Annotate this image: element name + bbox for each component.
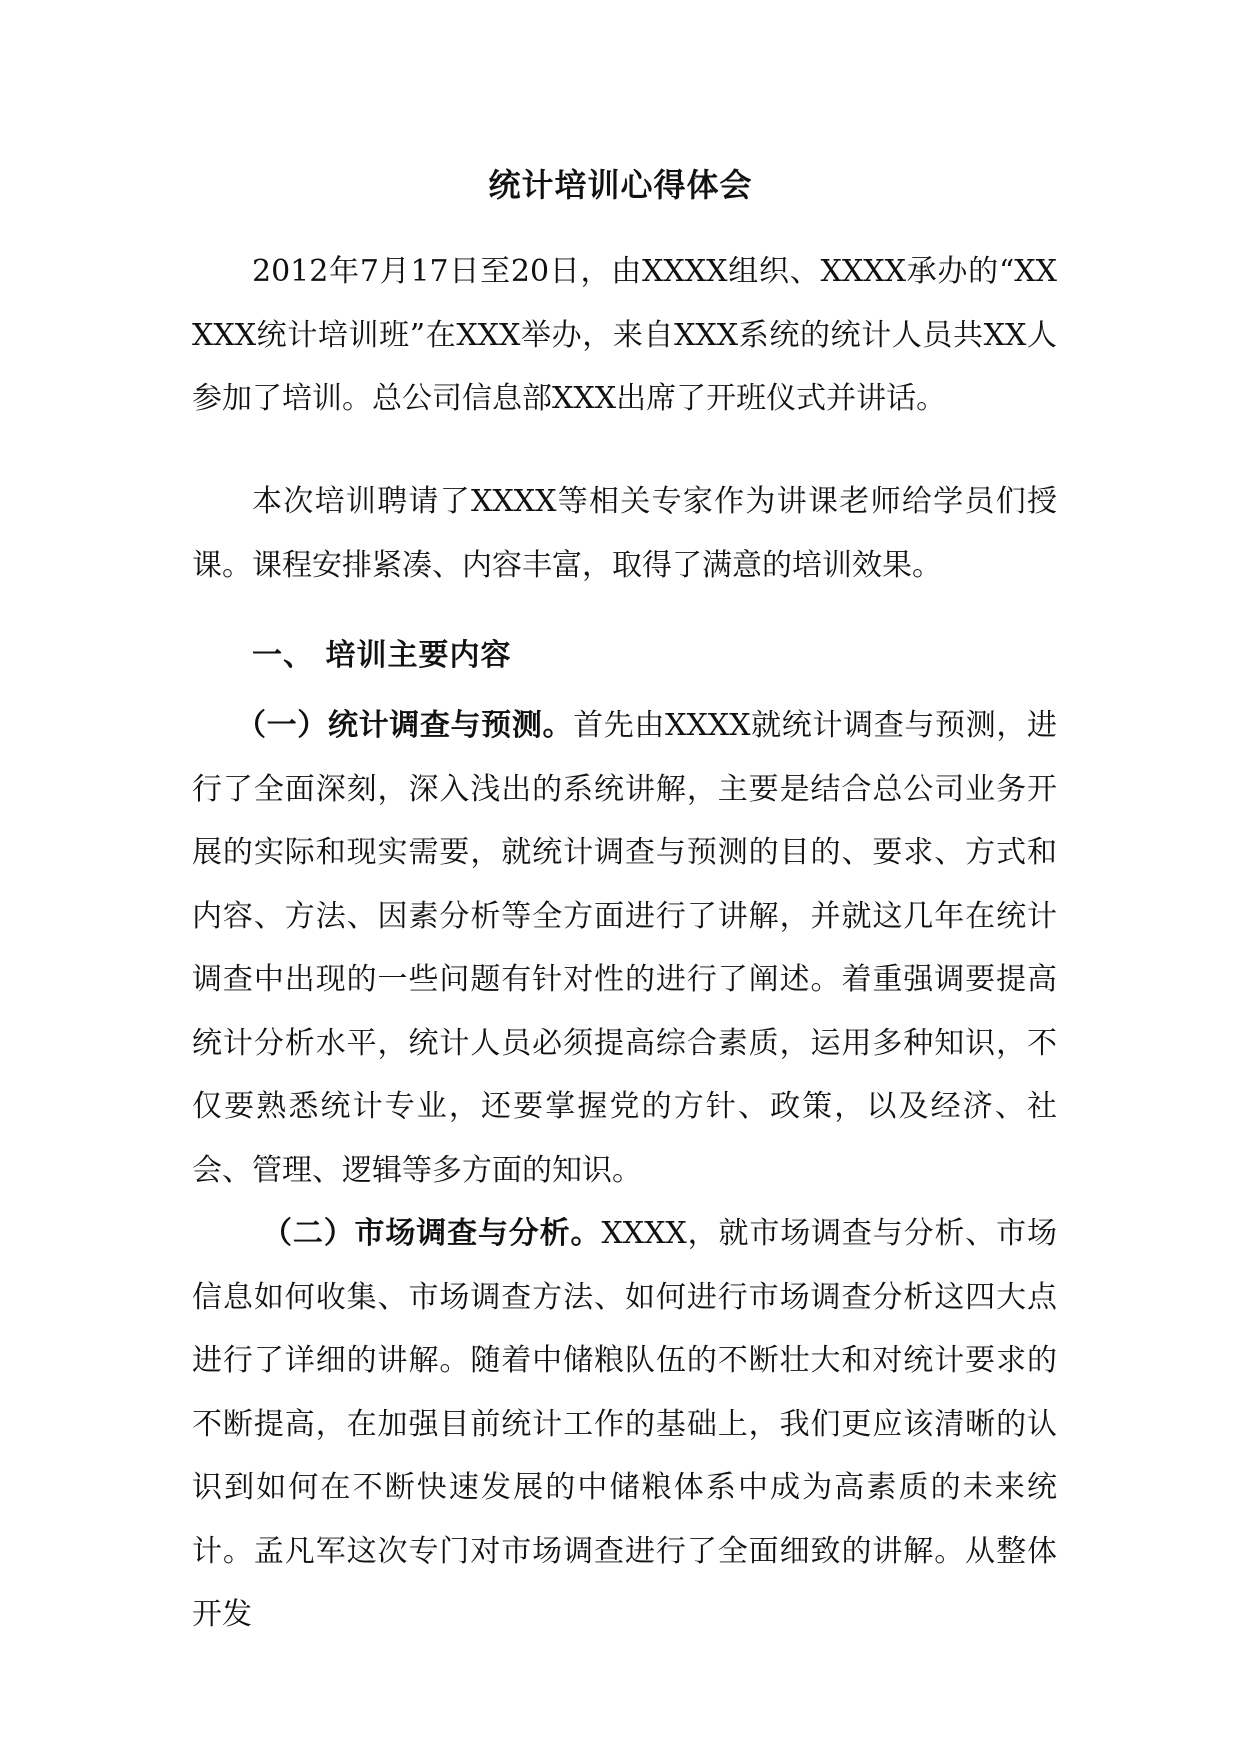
- subsection-market-survey: [192, 1202, 1057, 1647]
- subsection-text: XXXX，就市场调查与分析、市场信息如何收集、市场调查方法、如何进行市场调查分析这四大点进行了详细的讲解。随着中储粮队伍的不断壮大和对统计要求的不断提高，在加强目前统计工作的基础上，我们更应该清晰的认识到如何在不断快速发展的中储粮体系中成为高素质的未来统计。孟凡军这次专门对市场调查进行了全面细致的讲解。从整体开发: [192, 1216, 1057, 1632]
- subsection-lead: （一）统计调查与预测。: [236, 708, 574, 743]
- paragraph-training-overview: 本次培训聘请了XXXX等相关专家作为讲课老师给学员们授课。课程安排紧凑、内容丰富，取得了满意的培训效果。: [192, 484, 1057, 583]
- document-title: 统计培训心得体会: [488, 166, 753, 204]
- section-heading: 一、 培训主要内容: [252, 638, 512, 673]
- paragraph-intro: 2012年7月17日至20日，由XXXX组织、XXXX承办的“XXXXX统计培训班”在XXX举办，来自XXX系统的统计人员共XX人参加了培训。总公司信息部XXX出席了开班仪式并讲话。: [192, 254, 1057, 416]
- subsection-lead: （二）市场调查与分析。: [262, 1216, 602, 1251]
- subsection-text: 首先由XXXX就统计调查与预测，进行了全面深刻，深入浅出的系统讲解，主要是结合总公司业务开展的实际和现实需要，就统计调查与预测的目的、要求、方式和内容、方法、因素分析等全方面进行了讲解，并就这几年在统计调查中出现的一些问题有针对性的进行了阐述。着重强调要提高统计分析水平，统计人员必须提高综合素质，运用多种知识，不仅要熟悉统计专业，还要掌握党的方针、政策，以及经济、社会、管理、逻辑等多方面的知识。: [192, 708, 1057, 1188]
- subsection-statistics-survey: [192, 694, 1057, 1202]
